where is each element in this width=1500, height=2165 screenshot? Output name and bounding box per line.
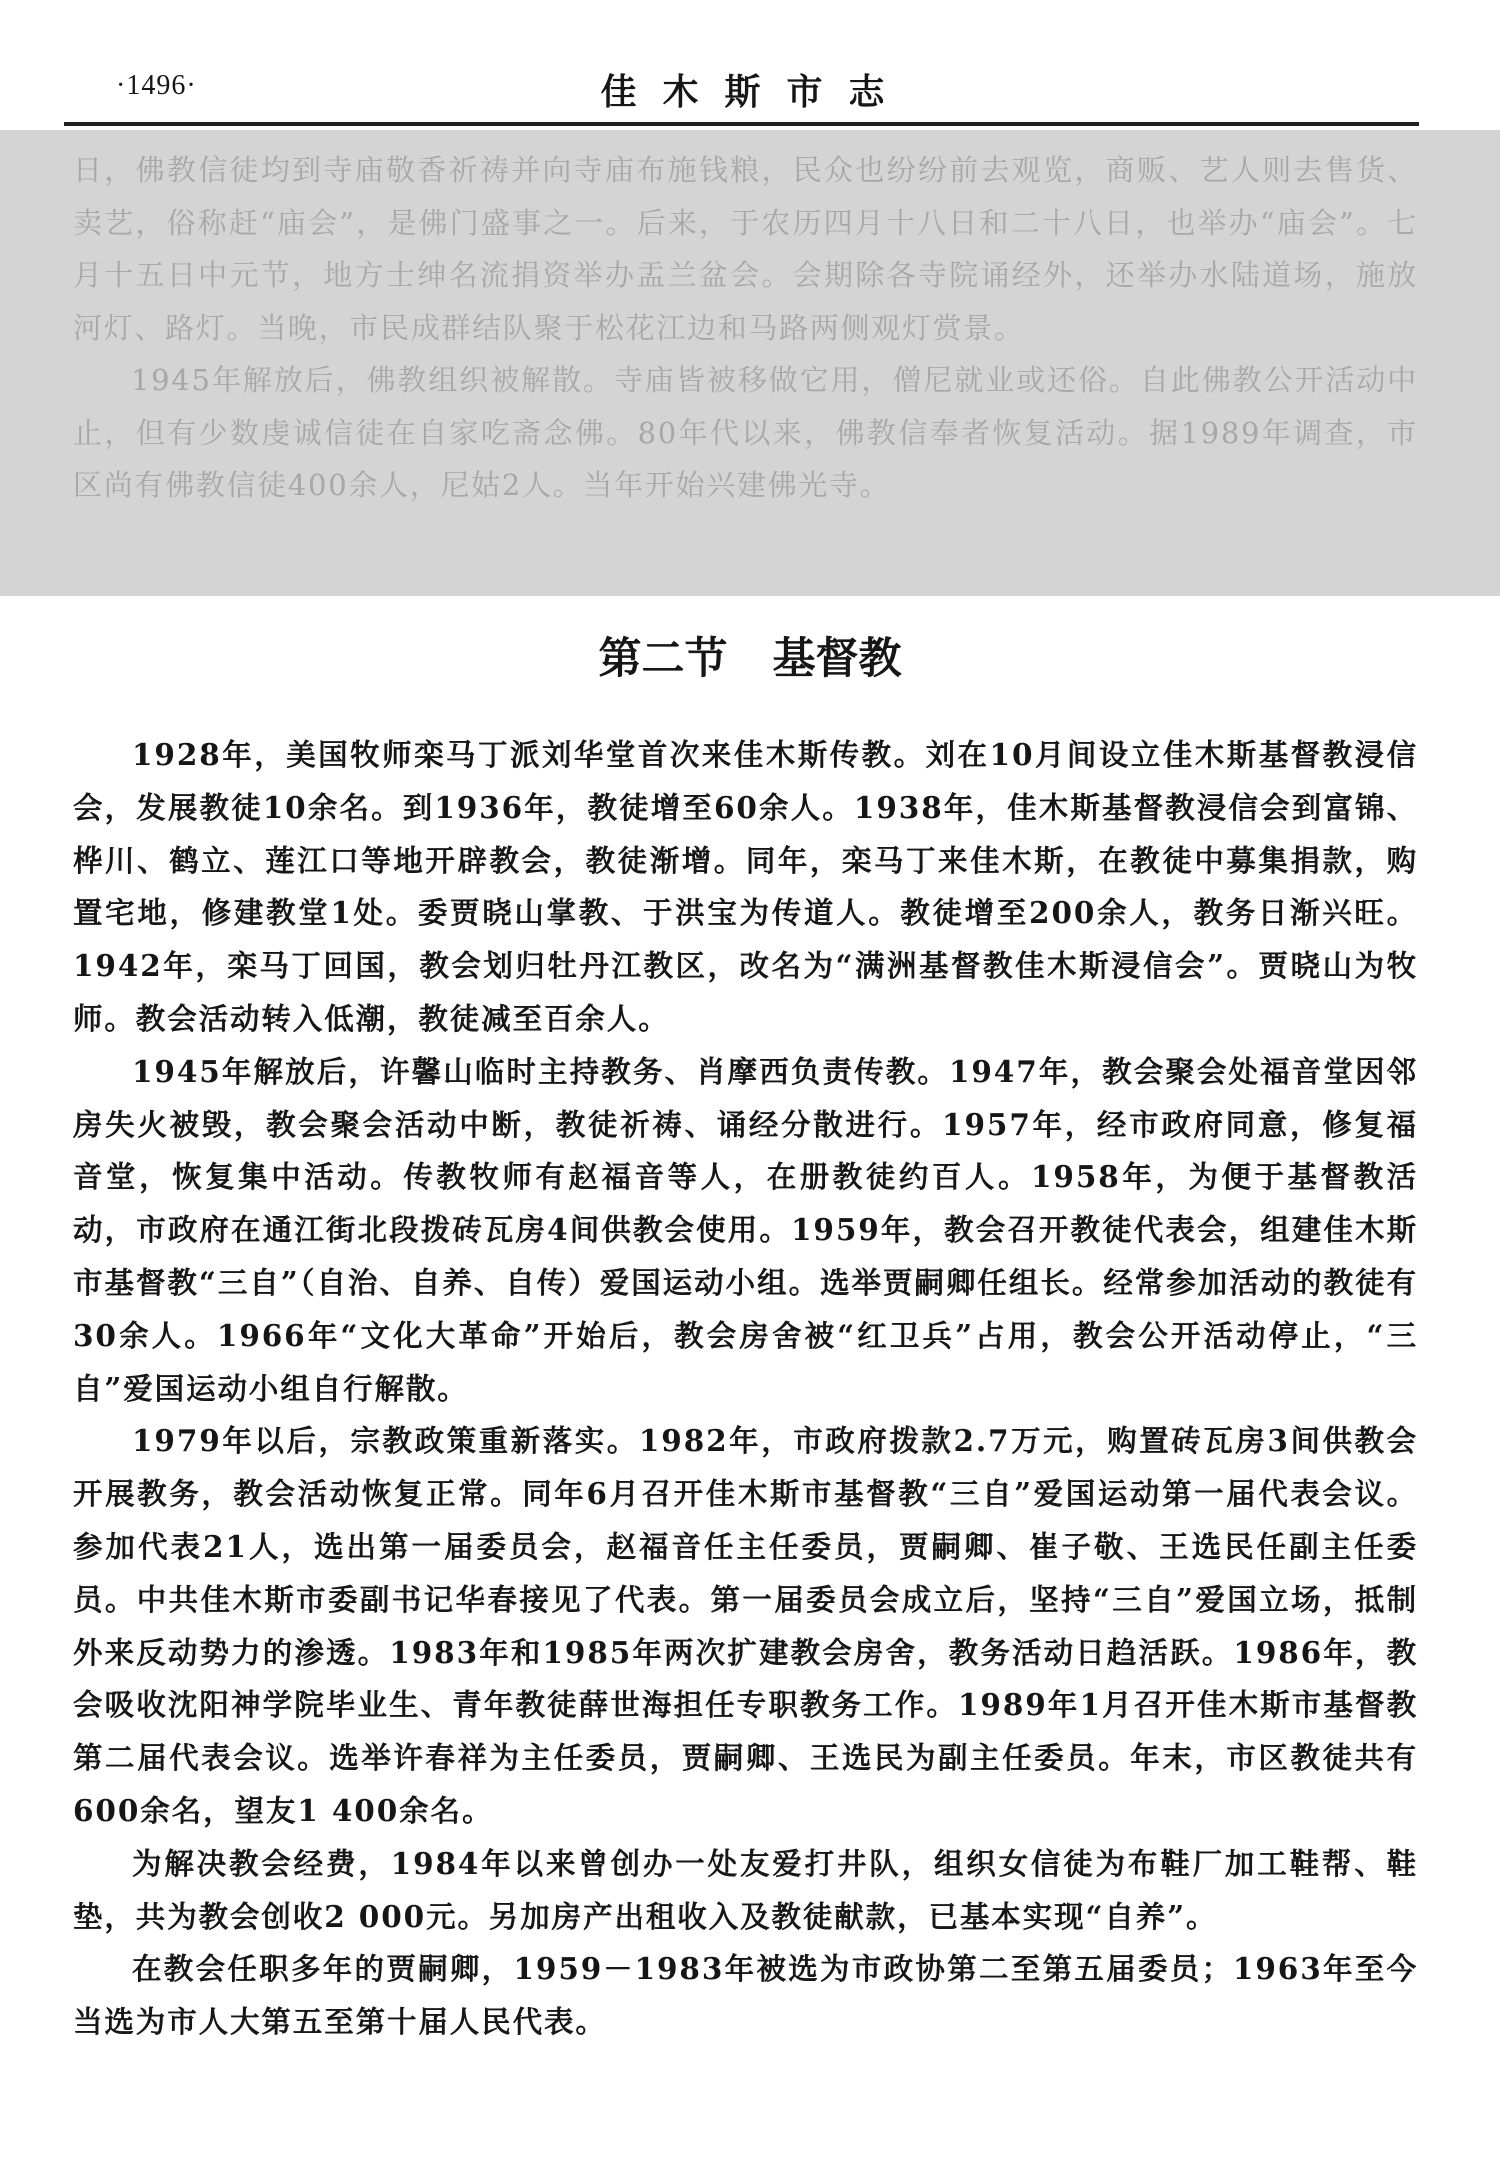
body-paragraph: 为解决教会经费，1984年以来曾创办一处友爱打井队，组织女信徒为布鞋厂加工鞋帮、鞋垫，共为教会创收2 000元。另加房产出租收入及教徒献款，已基本实现“自养”。 (73, 1845, 1418, 1934)
faded-paragraph: 1945年解放后，佛教组织被解散。寺庙皆被移做它用，僧尼就业或还俗。自此佛教公开活动中止，但有少数虔诚信徒在自家吃斋念佛。80年代以来，佛教信奉者恢复活动。据1989年调查，市区尚有佛教信徒400余人，尼姑2人。当年开始兴建佛光寺。 (73, 363, 1418, 502)
faded-paragraph: 日，佛教信徒均到寺庙敬香祈祷并向寺庙布施钱粮，民众也纷纷前去观览，商贩、艺人则去售货、卖艺，俗称赶“庙会”，是佛门盛事之一。后来，于农历四月十八日和二十八日，也举办“庙会”。七月十五日中元节，地方士绅名流捐资举办盂兰盆会。会期除各寺院诵经外，还举办水陆道场，施放河灯、路灯。当晚，市民成群结队聚于松花江边和马路两侧观灯赏景。 (73, 153, 1418, 345)
body-paragraph: 1945年解放后，许馨山临时主持教务、肖摩西负责传教。1947年，教会聚会处福音堂因邻房失火被毁，教会聚会活动中断，教徒祈祷、诵经分散进行。1957年，经市政府同意，修复福音堂，恢复集中活动。传教牧师有赵福音等人，在册教徒约百人。1958年，为便于基督教活动，市政府在通江街北段拨砖瓦房4间供教会使用。1959年，教会召开教徒代表会，组建佳木斯市基督教“三自”（自治、自养、自传）爱国运动小组。选举贾嗣卿任组长。经常参加活动的教徒有30余人。1966年“文化大革命”开始后，教会房舍被“红卫兵”占用，教会公开活动停止，“三自”爱国运动小组自行解散。 (73, 1053, 1418, 1406)
body-paragraph: 1928年，美国牧师栾马丁派刘华堂首次来佳木斯传教。刘在10月间设立佳木斯基督教浸信会，发展教徒10余名。到1936年，教徒增至60余人。1938年，佳木斯基督教浸信会到富锦、桦川、鹤立、莲江口等地开辟教会，教徒渐增。同年，栾马丁来佳木斯，在教徒中募集捐款，购置宅地，修建教堂1处。委贾晓山掌教、于洪宝为传道人。教徒增至200余人，教务日渐兴旺。1942年，栾马丁回国，教会划归牡丹江教区，改名为“满洲基督教佳木斯浸信会”。贾晓山为牧师。教会活动转入低潮，教徒减至百余人。 (73, 737, 1418, 1036)
previous-section-text (73, 144, 1418, 512)
section-title: 第二节 基督教 (598, 634, 902, 684)
book-title: 佳木斯市志 (600, 72, 911, 113)
body-paragraph: 1979年以后，宗教政策重新落实。1982年，市政府拨款2.7万元，购置砖瓦房3间供教会开展教务，教会活动恢复正常。同年6月召开佳木斯市基督教“三自”爱国运动第一届代表会议。参加代表21人，选出第一届委员会，赵福音任主任委员，贾嗣卿、崔子敬、王选民任副主任委员。中共佳木斯市委副书记华春接见了代表。第一届委员会成立后，坚持“三自”爱国立场，抵制外来反动势力的渗透。1983年和1985年两次扩建教会房舍，教务活动日趋活跃。1986年，教会吸收沈阳神学院毕业生、青年教徒薛世海担任专职教务工作。1989年1月召开佳木斯市基督教第二届代表会议。选举许春祥为主任委员，贾嗣卿、王选民为副主任委员。年末，市区教徒共有600余名，望友1 400余名。 (73, 1423, 1418, 1828)
page-number: ·1496· (116, 70, 197, 101)
section-body (73, 729, 1418, 2049)
body-paragraph: 在教会任职多年的贾嗣卿，1959－1983年被选为市政协第二至第五届委员；1963年至今当选为市人大第五至第十届人民代表。 (73, 1951, 1418, 2040)
page-header (70, 62, 1415, 113)
header-rule (64, 122, 1419, 126)
